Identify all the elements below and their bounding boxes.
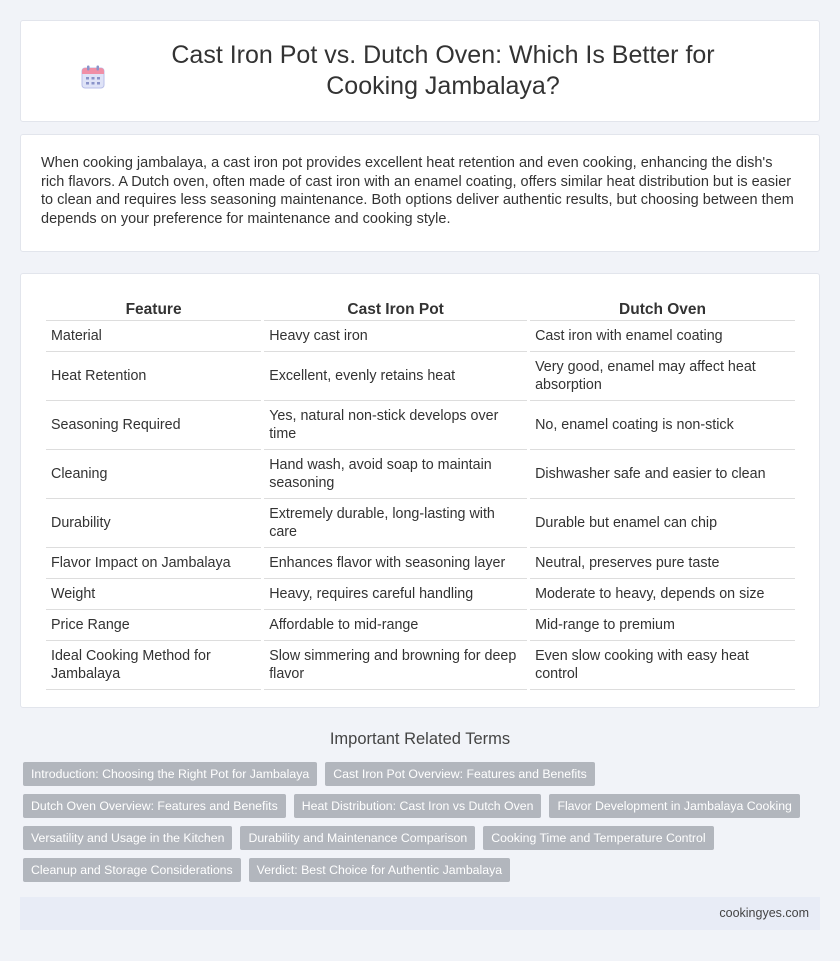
dutch-oven-cell: No, enamel coating is non-stick <box>530 401 795 450</box>
feature-cell: Durability <box>46 499 261 548</box>
cast-iron-cell: Slow simmering and browning for deep flavor <box>264 641 527 690</box>
title-card <box>20 20 820 122</box>
feature-cell: Material <box>46 321 261 352</box>
dutch-oven-cell: Dishwasher safe and easier to clean <box>530 450 795 499</box>
footer-site-link[interactable]: cookingyes.com <box>719 906 809 920</box>
table-row <box>46 499 795 548</box>
feature-cell: Cleaning <box>46 450 261 499</box>
header-cast-iron-pot: Cast Iron Pot <box>264 294 527 321</box>
feature-cell: Flavor Impact on Jambalaya <box>46 548 261 579</box>
dutch-oven-cell: Very good, enamel may affect heat absorption <box>530 352 795 401</box>
dutch-oven-cell: Neutral, preserves pure taste <box>530 548 795 579</box>
header-dutch-oven: Dutch Oven <box>530 294 795 321</box>
cast-iron-cell: Yes, natural non-stick develops over time <box>264 401 527 450</box>
related-terms-heading: Important Related Terms <box>329 730 511 748</box>
feature-cell: Heat Retention <box>46 352 261 401</box>
feature-cell: Weight <box>46 579 261 610</box>
intro-card <box>20 134 820 252</box>
feature-cell: Ideal Cooking Method for Jambalaya <box>46 641 261 690</box>
related-term-tag[interactable]: Versatility and Usage in the Kitchen <box>23 826 232 850</box>
dutch-oven-cell: Even slow cooking with easy heat control <box>530 641 795 690</box>
dutch-oven-cell: Moderate to heavy, depends on size <box>530 579 795 610</box>
page-title: Cast Iron Pot vs. Dutch Oven: Which Is Better for Cooking Jambalaya? <box>171 41 715 100</box>
header-feature: Feature <box>46 294 261 321</box>
table-row <box>46 321 795 352</box>
dutch-oven-cell: Durable but enamel can chip <box>530 499 795 548</box>
related-term-tag[interactable]: Introduction: Choosing the Right Pot for Jambalaya <box>23 762 317 786</box>
table-row <box>46 352 795 401</box>
table-row <box>46 450 795 499</box>
related-term-tag[interactable]: Flavor Development in Jambalaya Cooking <box>549 794 799 818</box>
comparison-card <box>20 273 820 708</box>
related-term-tag[interactable]: Heat Distribution: Cast Iron vs Dutch Oven <box>294 794 542 818</box>
cast-iron-cell: Hand wash, avoid soap to maintain seasoning <box>264 450 527 499</box>
intro-paragraph: When cooking jambalaya, a cast iron pot provides excellent heat retention and even cooking, enhancing the dish's rich flavors. A Dutch oven, often made of cast iron with an enamel coating, offers similar heat distribution but is easier to clean and requires less seasoning maintenance. Both options deliver authentic results, but choosing between them depends on your preference for maintenance and cooking style. <box>41 155 794 228</box>
feature-cell: Seasoning Required <box>46 401 261 450</box>
cast-iron-cell: Heavy cast iron <box>264 321 527 352</box>
comparison-table <box>43 294 798 690</box>
related-term-tag[interactable]: Durability and Maintenance Comparison <box>240 826 475 850</box>
table-row <box>46 579 795 610</box>
feature-cell: Price Range <box>46 610 261 641</box>
table-row <box>46 548 795 579</box>
related-terms-list <box>23 762 823 890</box>
dutch-oven-cell: Mid-range to premium <box>530 610 795 641</box>
table-header-row <box>46 294 795 321</box>
calendar-icon <box>80 64 106 90</box>
cast-iron-cell: Excellent, evenly retains heat <box>264 352 527 401</box>
related-term-tag[interactable]: Verdict: Best Choice for Authentic Jambalaya <box>249 858 510 882</box>
dutch-oven-cell: Cast iron with enamel coating <box>530 321 795 352</box>
related-term-tag[interactable]: Dutch Oven Overview: Features and Benefits <box>23 794 286 818</box>
table-row <box>46 610 795 641</box>
cast-iron-cell: Heavy, requires careful handling <box>264 579 527 610</box>
related-term-tag[interactable]: Cast Iron Pot Overview: Features and Benefits <box>325 762 595 786</box>
footer <box>20 897 820 930</box>
table-row <box>46 401 795 450</box>
cast-iron-cell: Affordable to mid-range <box>264 610 527 641</box>
related-term-tag[interactable]: Cooking Time and Temperature Control <box>483 826 713 850</box>
cast-iron-cell: Enhances flavor with seasoning layer <box>264 548 527 579</box>
related-term-tag[interactable]: Cleanup and Storage Considerations <box>23 858 241 882</box>
table-row <box>46 641 795 690</box>
cast-iron-cell: Extremely durable, long-lasting with care <box>264 499 527 548</box>
